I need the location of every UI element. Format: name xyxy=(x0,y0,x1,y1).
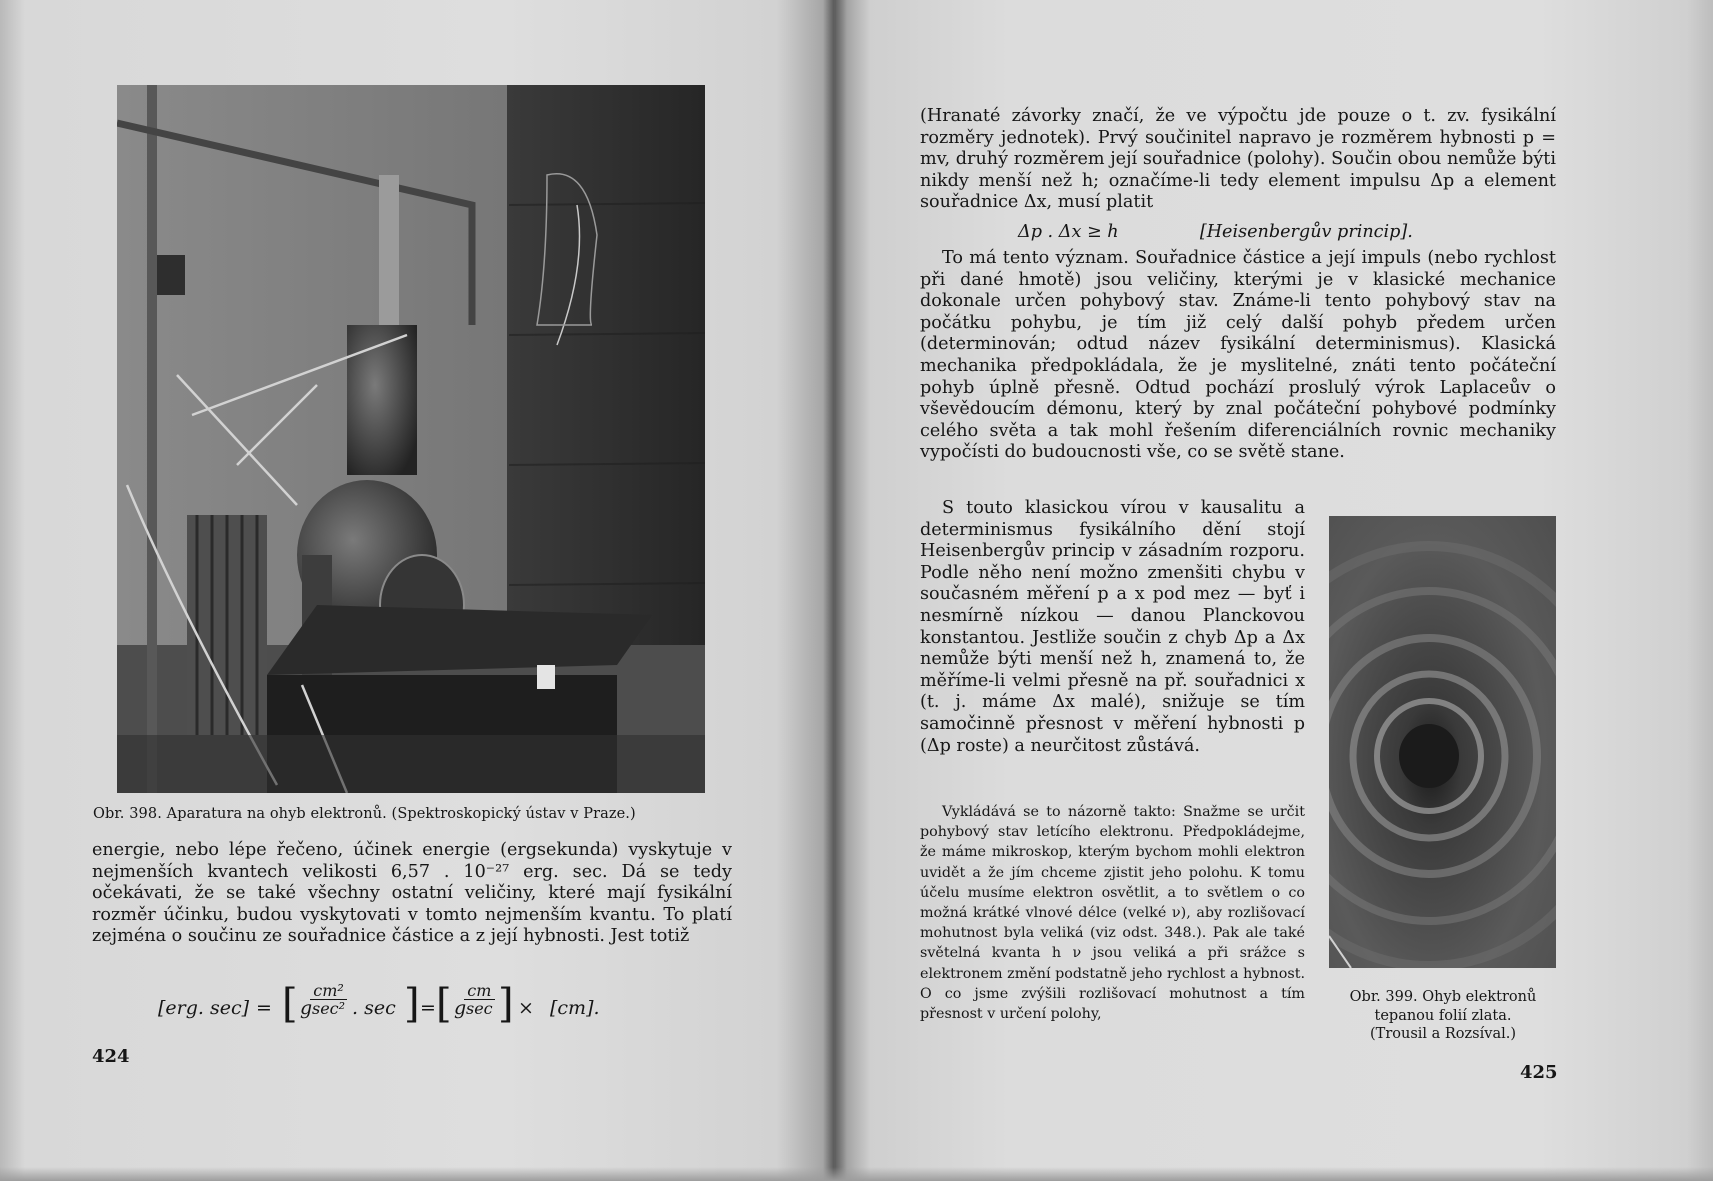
figure-398-caption: Obr. 398. Aparatura na ohyb elektronů. (Spektroskopický ústav v Praze.) xyxy=(93,806,636,822)
fraction-cm-sec xyxy=(464,982,495,1017)
left-bracket-2: [ xyxy=(436,981,452,1027)
heisenberg-inequality: Δp . Δx ≥ h xyxy=(1018,222,1119,242)
page-number-right: 425 xyxy=(1520,1062,1558,1083)
page-number-left: 424 xyxy=(92,1046,130,1067)
equation-g-1: g xyxy=(300,997,313,1019)
right-small-text-block xyxy=(920,802,1305,1024)
diffraction-photo-image xyxy=(1329,516,1556,968)
right-paragraph-2-block xyxy=(920,248,1556,464)
heisenberg-label: [Heisenbergův princip]. xyxy=(1199,222,1413,242)
equation-equals-2: = xyxy=(420,997,436,1019)
right-paragraph-2: To má tento význam. Souřadnice částice a její impuls (nebo rychlost při dané hmotě) jsou veličiny, kterými je v klasické mechanice dokonale určen pohybový stav. Známe-li tento pohybový stav na počátku pohybu, je tím již celý další pohyb předem určen (determinován; odtud název fysikální determinismus). Klasická mechanika předpokládala, že je myslitelné, znáti tento počáteční pohyb úplně přesně. Odtud pochází proslulý výrok Laplaceův o vševědoucím démonu, který by znal počáteční pohybové podmínky celého světa a tak mohl řešením diferenciálních rovnic mechaniky vypočísti do budoucnosti vše, co se světě stane. xyxy=(920,248,1556,463)
diffraction-photo xyxy=(1329,516,1556,968)
left-body-text xyxy=(92,840,732,948)
equation-times: × xyxy=(518,997,534,1019)
figure-399-caption xyxy=(1326,988,1560,1044)
right-paragraph-4: Vykládává se to názorně takto: Snažme se určit pohybový stav letícího elektronu. Předpokládejme, že máme mikroskop, kterým bychom mohli elektron uvidět a že jím chceme zjistit jeho polohu. K tomu účelu musíme elektron osvětlit, a to světlem o co možná krátké vlnové délce (velké ν), aby rozlišovací mohutnost byla veliká (viz odst. 348.). Pak ale také světelná kvanta h ν jsou veliká a při srážce s elektronem změní podstatně jeho rychlost a hybnost. O co jsme zvýšili rozlišovací mohutnost a tím přesnost v určení polohy, xyxy=(920,804,1305,1023)
fraction-1-denominator: sec² xyxy=(312,999,346,1018)
fraction-2-numerator: cm xyxy=(464,982,495,1000)
bottom-edge-shadow xyxy=(0,1167,1713,1181)
equation-equals-1: = xyxy=(256,997,272,1019)
right-bracket-1: ] xyxy=(404,981,420,1027)
figure-399-caption-line-3: (Trousil a Rozsíval.) xyxy=(1369,1026,1516,1043)
equation-g-2: g xyxy=(454,997,467,1019)
left-paragraph: energie, nebo lépe řečeno, účinek energie (ergsekunda) vyskytuje v nejmenších kvantech velikosti 6,57 . 10⁻²⁷ erg. sec. Dá se tedy očekávati, že se také všechny ostatní veličiny, které mají fysikální rozměr účinku, budou vyskytovati v tomto nejmenším kvantu. To platí zejména o součinu ze souřadnice částice a z její hybnosti. Jest totiž xyxy=(92,840,732,946)
right-paragraph-1: (Hranaté závorky značí, že ve výpočtu jde pouze o t. zv. fysikální rozměry jednotek). Prvý součinitel napravo je rozměrem hybnosti p = mv, druhý rozměrem její souřadnice (polohy). Součin obou nemůže býti nikdy menší než h; označíme-li tedy element impulsu Δp a element souřadnice Δx, musí platit xyxy=(920,106,1556,213)
apparatus-photo-image xyxy=(117,85,705,793)
fraction-1-numerator: cm² xyxy=(310,982,347,1000)
heisenberg-formula xyxy=(1018,222,1413,242)
apparatus-photo xyxy=(117,85,705,793)
right-paragraph-3: S touto klasickou vírou v kausalitu a determinismus fysikálního dění stojí Heisenbergův princip v zásadním rozporu. Podle něho není možno zmenšiti chybu v současném měření p a x pod mez — byť i nesmírně nízkou — danou Planckovou konstantou. Jestliže součin z chyb Δp a Δx nemůže býti menší než h, znamená to, že měříme-li velmi přesně na př. souřadnici x (t. j. máme Δx malé), snižuje se tím samočinně přesnost v měření hybnosti p (Δp roste) a neurčitost zůstává. xyxy=(920,498,1305,756)
right-paragraph-3-block xyxy=(920,498,1305,757)
equation-rhs: [cm]. xyxy=(550,997,600,1019)
figure-399-caption-line-2: tepanou folií zlata. xyxy=(1374,1007,1512,1024)
fraction-cm2-sec2 xyxy=(310,982,347,1017)
book-spine xyxy=(823,0,847,1181)
equation-lhs: [erg. sec] xyxy=(158,997,250,1019)
left-bracket-1: [ xyxy=(282,981,298,1027)
figure-399-caption-line-1: Obr. 399. Ohyb elektronů xyxy=(1349,989,1537,1005)
dimension-equation xyxy=(158,982,718,1038)
equation-sec-term: . sec xyxy=(352,997,396,1019)
right-bracket-2: ] xyxy=(498,981,514,1027)
right-paragraph-1-block xyxy=(920,106,1556,214)
fraction-2-denominator: sec xyxy=(466,999,493,1018)
